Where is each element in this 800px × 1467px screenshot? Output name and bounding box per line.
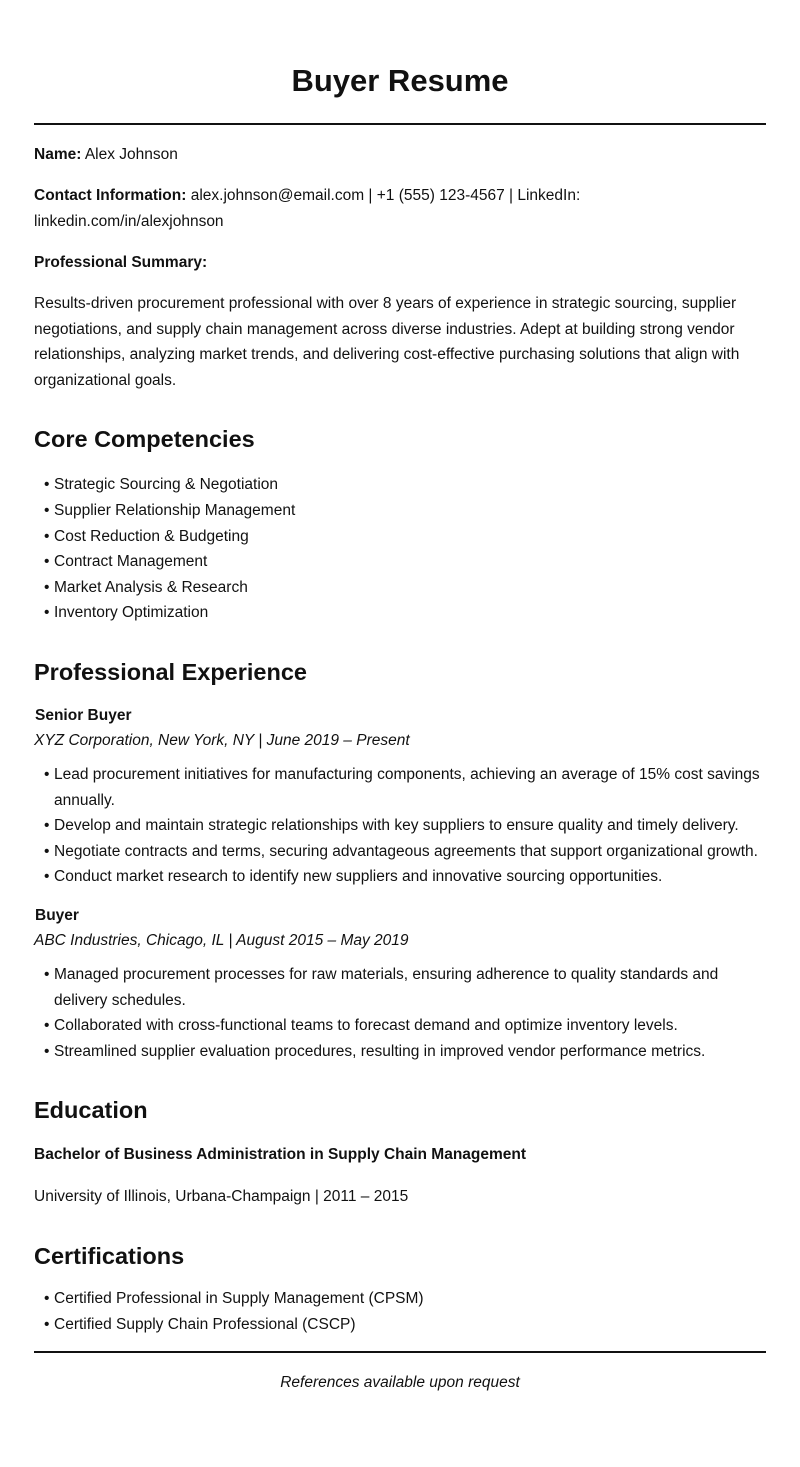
job-meta: ABC Industries, Chicago, IL | August 2015 – May 2019 [34,931,409,949]
page-title: Buyer Resume [291,63,509,98]
job-meta: XYZ Corporation, New York, NY | June 2019 – Present [34,731,410,749]
experience-heading: Professional Experience [34,658,307,685]
contact-label: Contact Information: [34,187,187,204]
bullet-icon: • [44,1017,50,1035]
bullet-icon: • [44,965,50,983]
list-item-text: Inventory Optimization [54,604,209,622]
bullet-icon: • [44,842,50,860]
bullet-icon: • [44,578,50,596]
job-title: Senior Buyer [35,706,132,724]
list-item [44,549,766,575]
list-item [44,962,766,1013]
job-title: Buyer [35,906,79,924]
name-value: Alex Johnson [84,146,178,163]
name-label: Name: [34,146,82,163]
bullet-icon: • [44,1290,50,1308]
list-item [44,762,766,813]
list-item [44,472,766,498]
bullet-icon: • [44,501,50,519]
job-duties-list [34,962,766,1064]
education-heading: Education [34,1097,148,1124]
bullet-icon: • [44,765,50,783]
school-line: University of Illinois, Urbana-Champaign | 2011 – 2015 [34,1188,409,1206]
list-item-text: Strategic Sourcing & Negotiation [54,476,279,494]
bullet-icon: • [44,604,50,622]
bullet-icon: • [44,1315,50,1333]
degree-title: Bachelor of Business Administration in Supply Chain Management [34,1146,527,1164]
list-item-text: Cost Reduction & Budgeting [54,527,249,545]
list-item [44,600,766,626]
list-item [44,864,766,890]
list-item [44,575,766,601]
list-item-text: Collaborated with cross-functional teams to forecast demand and optimize inventory levels. [54,1017,678,1035]
list-item-text: Negotiate contracts and terms, securing advantageous agreements that support organizational growth. [54,842,758,860]
bullet-icon: • [44,868,50,886]
bullet-icon: • [44,817,50,835]
list-item-text: Market Analysis & Research [54,578,248,596]
certifications-list [34,1286,766,1337]
list-item-text: Lead procurement initiatives for manufacturing components, achieving an average of 15% cost savings annually. [54,765,760,809]
summary-label [34,250,766,276]
core-competencies-heading: Core Competencies [34,426,255,453]
resume-page [34,0,766,1395]
list-item-text: Supplier Relationship Management [54,501,296,519]
list-item [44,1039,766,1065]
bullet-icon: • [44,476,50,494]
core-competencies-list [34,472,766,626]
list-item [44,498,766,524]
list-item-text: Contract Management [54,553,208,571]
list-item-text: Certified Supply Chain Professional (CSCP) [54,1315,356,1333]
list-item [44,524,766,550]
contact-value: alex.johnson@email.com | +1 (555) 123-4567 | LinkedIn: linkedin.com/in/alexjohnson [34,187,581,230]
list-item [44,1286,766,1312]
list-item-text: Managed procurement processes for raw materials, ensuring adherence to quality standards and delivery schedules. [54,965,719,1009]
summary-text: Results-driven procurement professional with over 8 years of experience in strategic sourcing, supplier negotiations, and supply chain management across diverse industries. Adept at building strong vendor relationships, analyzing market trends, and delivering cost-effective purchasing solutions that align with organizational goals. [34,295,740,389]
bottom-divider [34,1351,766,1353]
top-divider [34,123,766,125]
contact-line [34,183,766,235]
list-item-text: Develop and maintain strategic relationships with key suppliers to ensure quality and timely delivery. [54,817,739,835]
summary-label-text: Professional Summary: [34,254,208,271]
list-item-text: Streamlined supplier evaluation procedures, resulting in improved vendor performance metrics. [54,1042,706,1060]
bullet-icon: • [44,553,50,571]
bullet-icon: • [44,1042,50,1060]
list-item [44,1013,766,1039]
list-item-text: Conduct market research to identify new suppliers and innovative sourcing opportunities. [54,868,663,886]
list-item [44,813,766,839]
name-line [34,142,766,168]
list-item [44,839,766,865]
job-duties-list [34,762,766,890]
list-item [44,1312,766,1338]
list-item-text: Certified Professional in Supply Management (CPSM) [54,1290,424,1308]
certifications-heading: Certifications [34,1243,185,1270]
bullet-icon: • [44,527,50,545]
footer-note: References available upon request [280,1374,520,1392]
